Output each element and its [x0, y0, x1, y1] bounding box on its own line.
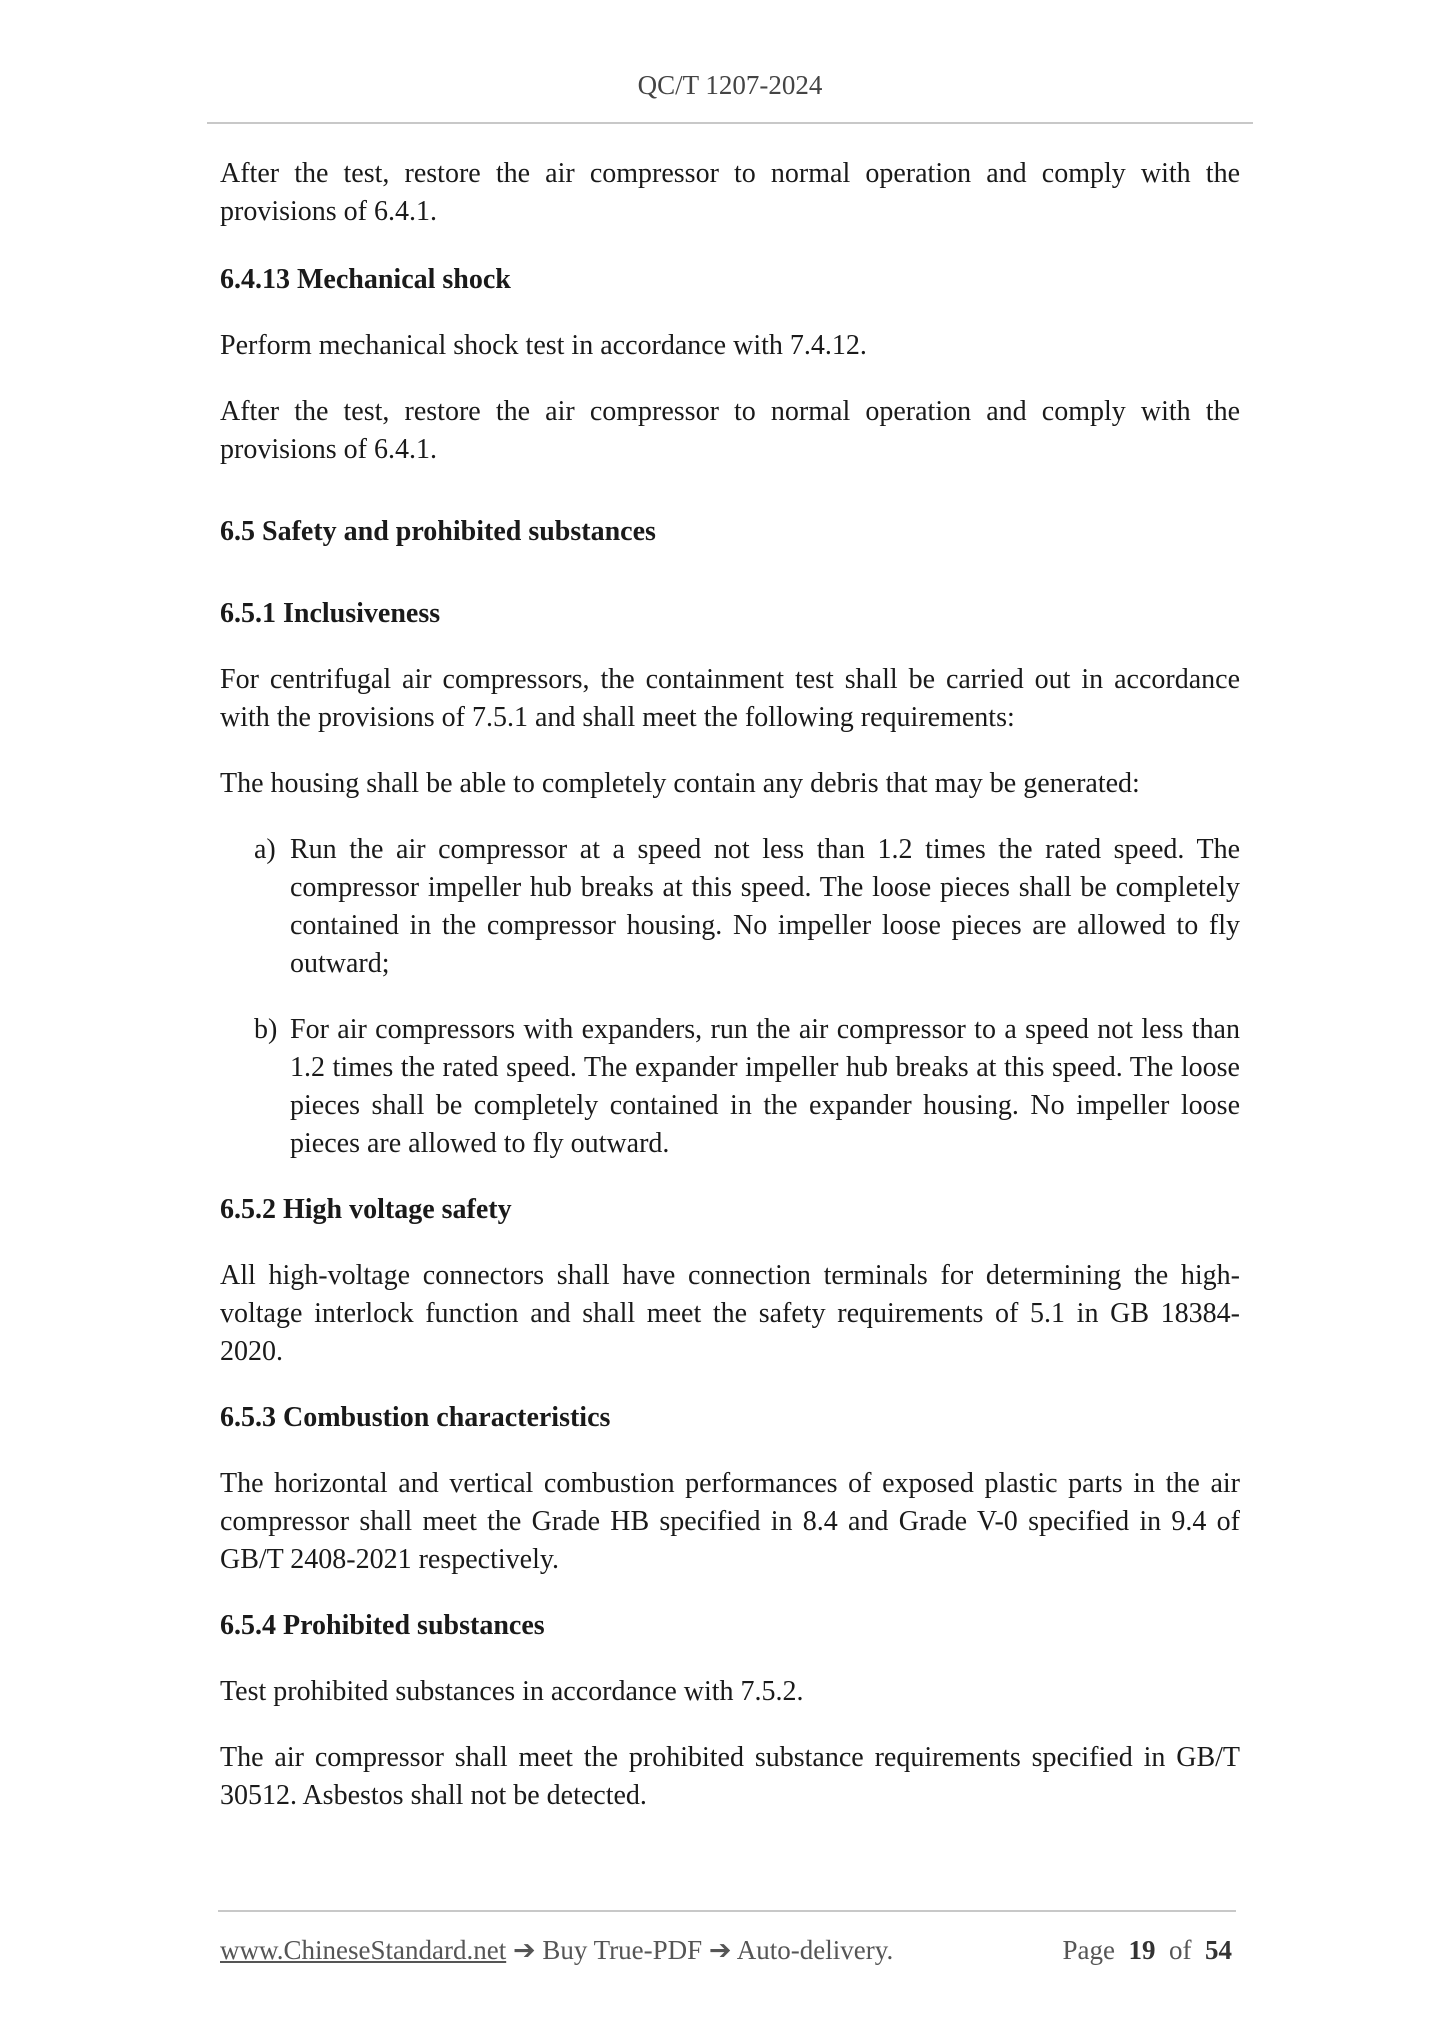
- list-item-text: Run the air compressor at a speed not less than 1.2 times the rated speed. The compressor impeller hub breaks at this speed. The loose pieces shall be completely contained in the compressor housing. No impeller loose pieces are allowed to fly outward;: [290, 834, 1240, 979]
- list-item: [220, 831, 1240, 983]
- requirements-list: [220, 831, 1240, 1163]
- paragraph: The horizontal and vertical combustion performances of exposed plastic parts in the air compressor shall meet the Grade HB specified in 8.4 and Grade V-0 specified in 9.4 of GB/T 2408-2021 respectively.: [220, 1468, 1240, 1575]
- list-item: [220, 1011, 1240, 1163]
- of-word: of: [1169, 1935, 1192, 1965]
- website-link[interactable]: www.ChineseStandard.net: [220, 1935, 507, 1965]
- document-id-header: QC/T 1207-2024: [637, 70, 823, 100]
- paragraph: Perform mechanical shock test in accordance with 7.4.12.: [220, 330, 867, 361]
- paragraph: For centrifugal air compressors, the containment test shall be carried out in accordance with the provisions of 7.5.1 and shall meet the following requirements:: [220, 664, 1240, 733]
- page-number: [1063, 1930, 1232, 1970]
- paragraph: Test prohibited substances in accordance with 7.5.2.: [220, 1676, 804, 1707]
- paragraph: After the test, restore the air compressor to normal operation and comply with the provisions of 6.4.1.: [220, 158, 1240, 227]
- paragraph: The air compressor shall meet the prohibited substance requirements specified in GB/T 30512. Asbestos shall not be detected.: [220, 1742, 1240, 1811]
- paragraph: After the test, restore the air compressor to normal operation and comply with the provisions of 6.4.1.: [220, 396, 1240, 465]
- list-marker: a): [254, 834, 276, 865]
- arrow-right-icon: ➔: [708, 1935, 732, 1965]
- paragraph: The housing shall be able to completely contain any debris that may be generated:: [220, 768, 1140, 799]
- footer-divider: [218, 1910, 1236, 1912]
- list-item-text: For air compressors with expanders, run the air compressor to a speed not less than 1.2 times the rated speed. The expander impeller hub breaks at this speed. The loose pieces shall be completely contained in the expander housing. No impeller loose pieces are allowed to fly outward.: [290, 1014, 1240, 1159]
- list-marker: b): [254, 1014, 278, 1045]
- header-divider: [207, 122, 1253, 124]
- section-heading-6-4-13: 6.4.13 Mechanical shock: [220, 264, 511, 295]
- section-heading-6-5-1: 6.5.1 Inclusiveness: [220, 598, 441, 629]
- current-page: 19: [1128, 1935, 1156, 1965]
- arrow-right-icon: ➔: [512, 1935, 536, 1965]
- document-body: [220, 155, 1240, 1815]
- delivery-text: Auto-delivery.: [736, 1935, 894, 1965]
- buy-pdf-link[interactable]: Buy True-PDF: [542, 1935, 703, 1965]
- section-heading-6-5-3: 6.5.3 Combustion characteristics: [220, 1402, 611, 1433]
- page-word: Page: [1062, 1935, 1115, 1965]
- page-footer: [220, 1930, 1232, 1970]
- paragraph: All high-voltage connectors shall have connection terminals for determining the high-voltage interlock function and shall meet the safety requirements of 5.1 in GB 18384-2020.: [220, 1260, 1240, 1367]
- total-pages: 54: [1205, 1935, 1232, 1965]
- section-heading-6-5-2: 6.5.2 High voltage safety: [220, 1194, 512, 1225]
- section-heading-6-5: 6.5 Safety and prohibited substances: [220, 516, 656, 547]
- section-heading-6-5-4: 6.5.4 Prohibited substances: [220, 1610, 545, 1641]
